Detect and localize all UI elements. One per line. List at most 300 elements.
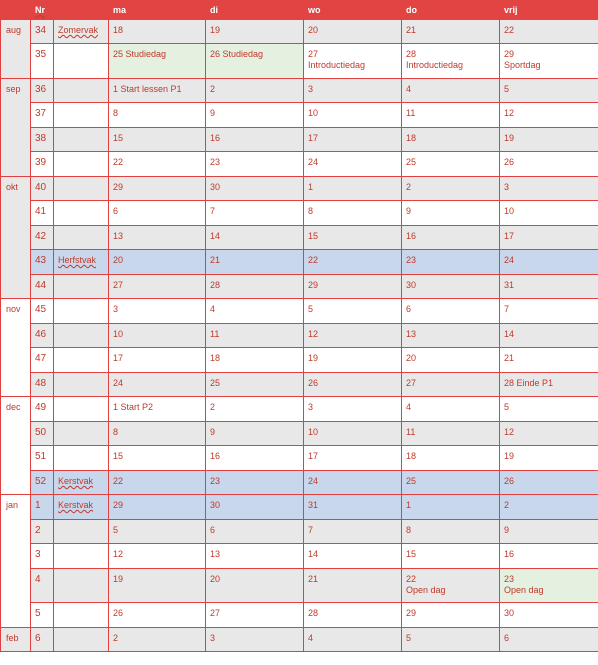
day-cell-friday [500, 495, 598, 520]
week-note-cell [54, 275, 109, 299]
day-text: 21 [504, 353, 515, 363]
day-text: 3 [308, 402, 314, 412]
day-cell-monday [109, 348, 206, 373]
table-row [1, 471, 598, 495]
table-row [1, 628, 598, 652]
day-cell-wednesday [304, 201, 402, 226]
day-text: 10 [308, 108, 319, 118]
day-cell-thursday [402, 275, 500, 299]
day-cell-thursday [402, 446, 500, 471]
day-text: 8 [406, 525, 412, 535]
table-row [1, 20, 598, 44]
day-text: 30 [406, 280, 417, 290]
week-number-cell: 45 [31, 299, 54, 324]
week-number-cell: 40 [31, 177, 54, 201]
day-text: 13 [210, 549, 221, 559]
day-cell-monday [109, 44, 206, 79]
day-text: 2 [406, 182, 412, 192]
day-cell-friday [500, 103, 598, 128]
day-cell-tuesday [206, 226, 304, 250]
day-text: 13 [406, 329, 417, 339]
day-cell-monday [109, 128, 206, 152]
day-text: 21 [308, 574, 319, 584]
week-number-cell: 44 [31, 275, 54, 299]
day-cell-tuesday [206, 446, 304, 471]
week-note-cell [54, 495, 109, 520]
day-cell-wednesday [304, 79, 402, 103]
day-text: 4 [406, 84, 412, 94]
table-row [1, 520, 598, 544]
day-text: 13 [113, 231, 124, 241]
day-text: 15 [113, 451, 124, 461]
day-text: 5 [504, 84, 510, 94]
day-text: 5 [406, 633, 412, 643]
day-cell-thursday [402, 201, 500, 226]
day-cell-tuesday [206, 348, 304, 373]
day-text: 10 [308, 427, 319, 437]
month-cell: jan [1, 495, 31, 628]
week-note-cell [54, 569, 109, 603]
table-row [1, 177, 598, 201]
day-text: 19 [113, 574, 124, 584]
day-cell-tuesday [206, 250, 304, 275]
header-month [1, 1, 31, 20]
week-note-cell [54, 628, 109, 652]
day-cell-monday [109, 152, 206, 177]
day-cell-wednesday [304, 177, 402, 201]
day-text: 22 [406, 574, 417, 584]
day-text: 22 [113, 157, 124, 167]
week-note-cell [54, 373, 109, 397]
day-text: 27 [210, 608, 221, 618]
day-cell-friday [500, 422, 598, 446]
day-event-text: Sportdag [504, 60, 541, 70]
day-text: 5 [504, 402, 510, 412]
day-text: 6 [113, 206, 119, 216]
day-text: 16 [210, 451, 221, 461]
day-cell-tuesday [206, 20, 304, 44]
day-cell-monday [109, 177, 206, 201]
day-cell-friday [500, 128, 598, 152]
header-week-nr: Nr [31, 1, 54, 20]
day-text: 3 [504, 182, 510, 192]
day-cell-tuesday [206, 422, 304, 446]
week-number-cell: 3 [31, 544, 54, 569]
day-cell-wednesday [304, 569, 402, 603]
day-cell-monday [109, 397, 206, 422]
day-cell-monday [109, 628, 206, 652]
day-text: 16 [504, 549, 515, 559]
day-cell-tuesday [206, 373, 304, 397]
day-text: 29 [406, 608, 417, 618]
header-row [1, 1, 598, 20]
day-cell-tuesday [206, 201, 304, 226]
week-number-cell: 36 [31, 79, 54, 103]
day-text: 24 [308, 476, 319, 486]
week-number-cell: 48 [31, 373, 54, 397]
day-cell-wednesday [304, 544, 402, 569]
day-cell-friday [500, 397, 598, 422]
day-text: 19 [210, 25, 221, 35]
day-text: 31 [504, 280, 515, 290]
day-cell-thursday [402, 603, 500, 628]
day-text: 27 [308, 49, 319, 59]
day-cell-thursday [402, 299, 500, 324]
day-event-text: Introductiedag [406, 60, 464, 70]
day-text: 3 [308, 84, 314, 94]
day-text: 26 [504, 476, 515, 486]
day-text: 12 [504, 427, 515, 437]
day-cell-friday [500, 79, 598, 103]
day-text: 10 [113, 329, 124, 339]
day-text: 29 [504, 49, 515, 59]
month-cell: sep [1, 79, 31, 177]
day-text: 29 [308, 280, 319, 290]
day-text: 4 [308, 633, 314, 643]
day-cell-thursday [402, 373, 500, 397]
table-row [1, 373, 598, 397]
day-text: 29 [113, 500, 124, 510]
day-cell-monday [109, 471, 206, 495]
day-text: 28 [308, 608, 319, 618]
day-text: 25 [210, 378, 221, 388]
day-text: 7 [210, 206, 216, 216]
day-cell-friday [500, 226, 598, 250]
day-cell-friday [500, 250, 598, 275]
day-cell-tuesday [206, 397, 304, 422]
day-cell-friday [500, 603, 598, 628]
day-text: 6 [406, 304, 412, 314]
day-text: 9 [210, 427, 216, 437]
week-number-cell: 41 [31, 201, 54, 226]
month-cell: okt [1, 177, 31, 299]
day-cell-thursday [402, 471, 500, 495]
day-event-text: Open dag [406, 585, 446, 595]
day-text: 14 [504, 329, 515, 339]
day-cell-wednesday [304, 103, 402, 128]
day-text: 24 [308, 157, 319, 167]
month-cell: nov [1, 299, 31, 397]
day-cell-monday [109, 495, 206, 520]
day-cell-wednesday [304, 250, 402, 275]
week-note-cell [54, 20, 109, 44]
day-text: 12 [113, 549, 124, 559]
day-cell-monday [109, 20, 206, 44]
day-text: 4 [210, 304, 216, 314]
day-cell-tuesday [206, 520, 304, 544]
week-number-cell: 51 [31, 446, 54, 471]
day-text: 22 [113, 476, 124, 486]
day-cell-wednesday [304, 226, 402, 250]
day-text: 3 [113, 304, 119, 314]
day-text: 11 [210, 329, 220, 339]
week-number-cell: 1 [31, 495, 54, 520]
day-text: 6 [210, 525, 216, 535]
day-cell-wednesday [304, 20, 402, 44]
day-text: 17 [308, 451, 319, 461]
day-cell-tuesday [206, 275, 304, 299]
day-cell-thursday [402, 422, 500, 446]
month-cell: feb [1, 628, 31, 652]
day-cell-monday [109, 275, 206, 299]
day-cell-wednesday [304, 44, 402, 79]
day-cell-thursday [402, 495, 500, 520]
day-text: 22 [504, 25, 515, 35]
day-cell-tuesday [206, 544, 304, 569]
day-cell-thursday [402, 79, 500, 103]
day-cell-thursday [402, 348, 500, 373]
day-text: 12 [308, 329, 319, 339]
table-row [1, 603, 598, 628]
day-cell-friday [500, 520, 598, 544]
week-note-cell [54, 44, 109, 79]
header-thursday: do [402, 1, 500, 20]
day-cell-friday [500, 152, 598, 177]
day-text: 28 [406, 49, 417, 59]
day-cell-wednesday [304, 348, 402, 373]
day-text: 9 [406, 206, 412, 216]
day-text: 25 Studiedag [113, 49, 167, 59]
day-text: 14 [308, 549, 319, 559]
day-text: 30 [504, 608, 515, 618]
day-text: 20 [210, 574, 221, 584]
day-text: 17 [113, 353, 124, 363]
day-cell-wednesday [304, 373, 402, 397]
vacation-label: Zomervak [58, 25, 99, 35]
day-text: 2 [210, 402, 216, 412]
day-cell-monday [109, 544, 206, 569]
table-row [1, 226, 598, 250]
day-text: 31 [308, 500, 319, 510]
day-cell-monday [109, 569, 206, 603]
day-cell-thursday [402, 397, 500, 422]
table-row [1, 201, 598, 226]
day-text: 3 [210, 633, 216, 643]
table-row [1, 299, 598, 324]
day-text: 23 [406, 255, 417, 265]
day-cell-tuesday [206, 299, 304, 324]
day-cell-monday [109, 79, 206, 103]
day-cell-tuesday [206, 569, 304, 603]
day-text: 24 [113, 378, 124, 388]
table-row [1, 324, 598, 348]
day-text: 7 [504, 304, 510, 314]
week-note-cell [54, 348, 109, 373]
week-number-cell: 47 [31, 348, 54, 373]
week-number-cell: 38 [31, 128, 54, 152]
day-text: 23 [210, 157, 221, 167]
day-event-text: Introductiedag [308, 60, 366, 70]
week-note-cell [54, 128, 109, 152]
day-text: 2 [210, 84, 216, 94]
week-number-cell: 2 [31, 520, 54, 544]
day-text: 16 [210, 133, 221, 143]
day-text: 20 [406, 353, 417, 363]
table-row [1, 250, 598, 275]
week-note-cell [54, 520, 109, 544]
day-text: 2 [113, 633, 119, 643]
day-text: 18 [406, 133, 417, 143]
day-cell-tuesday [206, 495, 304, 520]
day-cell-friday [500, 299, 598, 324]
week-note-cell [54, 177, 109, 201]
day-text: 19 [504, 133, 515, 143]
week-number-cell: 34 [31, 20, 54, 44]
day-cell-wednesday [304, 397, 402, 422]
day-cell-friday [500, 446, 598, 471]
week-number-cell: 37 [31, 103, 54, 128]
day-cell-thursday [402, 226, 500, 250]
day-cell-wednesday [304, 152, 402, 177]
week-number-cell: 4 [31, 569, 54, 603]
day-cell-thursday [402, 324, 500, 348]
day-text: 19 [504, 451, 515, 461]
day-text: 26 Studiedag [210, 49, 264, 59]
day-cell-monday [109, 520, 206, 544]
day-cell-friday [500, 275, 598, 299]
week-number-cell: 52 [31, 471, 54, 495]
day-text: 27 [406, 378, 417, 388]
day-text: 1 [308, 182, 314, 192]
day-text: 8 [113, 427, 119, 437]
day-text: 28 Einde P1 [504, 378, 554, 388]
day-cell-tuesday [206, 603, 304, 628]
day-cell-thursday [402, 520, 500, 544]
vacation-label: Kerstvak [58, 476, 94, 486]
day-text: 9 [210, 108, 216, 118]
calendar-body [1, 20, 598, 652]
day-cell-wednesday [304, 628, 402, 652]
day-text: 28 [210, 280, 221, 290]
day-cell-thursday [402, 250, 500, 275]
day-text: 15 [406, 549, 417, 559]
day-cell-wednesday [304, 471, 402, 495]
day-cell-thursday [402, 20, 500, 44]
header-note [54, 1, 109, 20]
day-cell-wednesday [304, 128, 402, 152]
day-text: 30 [210, 500, 221, 510]
table-row [1, 446, 598, 471]
day-text: 25 [406, 476, 417, 486]
day-cell-wednesday [304, 603, 402, 628]
day-text: 23 [504, 574, 515, 584]
day-cell-monday [109, 422, 206, 446]
table-row [1, 128, 598, 152]
table-row [1, 275, 598, 299]
day-cell-thursday [402, 152, 500, 177]
month-cell: dec [1, 397, 31, 495]
day-text: 23 [210, 476, 221, 486]
header-tuesday: di [206, 1, 304, 20]
day-text: 16 [406, 231, 417, 241]
day-text: 11 [406, 427, 416, 437]
week-number-cell: 6 [31, 628, 54, 652]
table-row [1, 495, 598, 520]
day-text: 7 [308, 525, 314, 535]
day-cell-monday [109, 103, 206, 128]
week-note-cell [54, 471, 109, 495]
day-text: 22 [308, 255, 319, 265]
day-cell-friday [500, 628, 598, 652]
day-text: 19 [308, 353, 319, 363]
day-cell-friday [500, 348, 598, 373]
week-note-cell [54, 446, 109, 471]
day-text: 11 [406, 108, 416, 118]
week-number-cell: 42 [31, 226, 54, 250]
day-text: 10 [504, 206, 515, 216]
day-text: 17 [504, 231, 515, 241]
table-row [1, 79, 598, 103]
week-number-cell: 39 [31, 152, 54, 177]
table-row [1, 422, 598, 446]
day-text: 17 [308, 133, 319, 143]
day-cell-friday [500, 373, 598, 397]
day-cell-tuesday [206, 79, 304, 103]
day-cell-wednesday [304, 275, 402, 299]
day-cell-friday [500, 201, 598, 226]
day-text: 30 [210, 182, 221, 192]
week-note-cell [54, 324, 109, 348]
day-cell-wednesday [304, 299, 402, 324]
day-text: 1 Start P2 [113, 402, 154, 412]
day-text: 2 [504, 500, 510, 510]
day-text: 1 [406, 500, 412, 510]
day-text: 27 [113, 280, 124, 290]
day-cell-thursday [402, 569, 500, 603]
day-cell-tuesday [206, 103, 304, 128]
table-row [1, 44, 598, 79]
day-cell-friday [500, 471, 598, 495]
day-cell-monday [109, 226, 206, 250]
day-text: 18 [210, 353, 221, 363]
day-text: 15 [308, 231, 319, 241]
week-note-cell [54, 103, 109, 128]
day-cell-monday [109, 373, 206, 397]
week-note-cell [54, 422, 109, 446]
day-text: 18 [406, 451, 417, 461]
day-text: 26 [308, 378, 319, 388]
day-cell-wednesday [304, 495, 402, 520]
table-row [1, 569, 598, 603]
day-event-text: Open dag [504, 585, 544, 595]
week-number-cell: 49 [31, 397, 54, 422]
week-note-cell [54, 603, 109, 628]
week-note-cell [54, 79, 109, 103]
table-row [1, 397, 598, 422]
header-monday: ma [109, 1, 206, 20]
day-cell-friday [500, 44, 598, 79]
day-text: 12 [504, 108, 515, 118]
week-number-cell: 5 [31, 603, 54, 628]
day-text: 26 [113, 608, 124, 618]
day-text: 5 [308, 304, 314, 314]
day-text: 18 [113, 25, 124, 35]
table-row [1, 152, 598, 177]
day-text: 24 [504, 255, 515, 265]
day-cell-friday [500, 20, 598, 44]
header-friday: vrij [500, 1, 598, 20]
day-text: 21 [210, 255, 221, 265]
day-cell-tuesday [206, 324, 304, 348]
day-cell-monday [109, 201, 206, 226]
day-text: 20 [113, 255, 124, 265]
day-cell-monday [109, 250, 206, 275]
day-cell-tuesday [206, 152, 304, 177]
day-cell-thursday [402, 177, 500, 201]
day-cell-friday [500, 544, 598, 569]
week-note-cell [54, 544, 109, 569]
day-text: 25 [406, 157, 417, 167]
